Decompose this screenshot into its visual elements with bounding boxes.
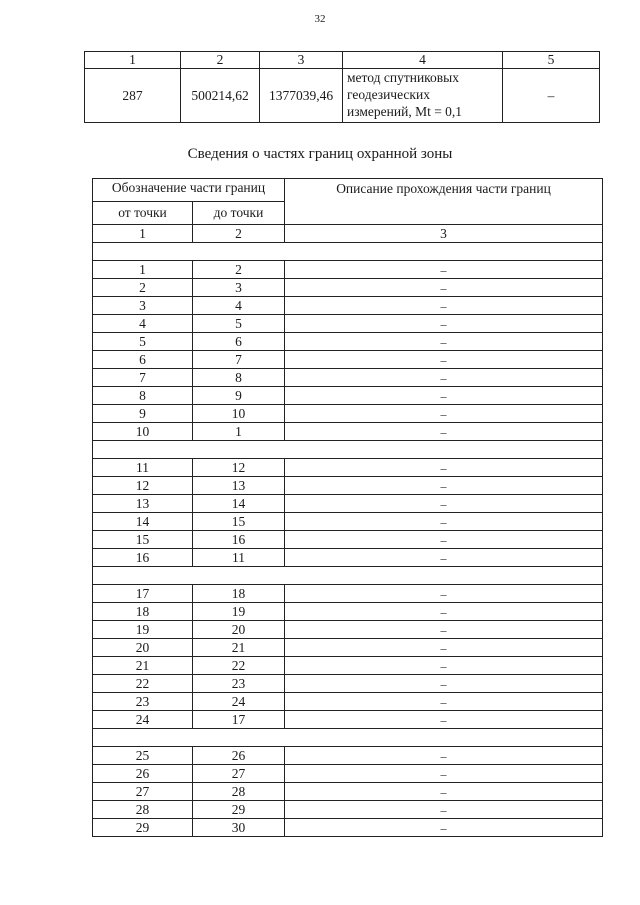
from-point-cell: 16 <box>93 549 193 567</box>
to-point-cell: 18 <box>193 585 285 603</box>
table-row <box>93 549 603 567</box>
from-point-cell: 25 <box>93 747 193 765</box>
header-cell: 1 <box>85 52 181 69</box>
table-row <box>93 387 603 405</box>
description-cell: – <box>285 513 603 531</box>
to-point-cell: 14 <box>193 495 285 513</box>
column-number: 3 <box>285 225 603 243</box>
table-row <box>93 405 603 423</box>
table-row <box>93 639 603 657</box>
to-point-cell: 23 <box>193 675 285 693</box>
table-row <box>93 459 603 477</box>
to-point-cell: 22 <box>193 657 285 675</box>
coordinates-data-row <box>85 69 600 123</box>
header-cell: 4 <box>343 52 503 69</box>
from-point-cell: 23 <box>93 693 193 711</box>
to-point-cell: 26 <box>193 747 285 765</box>
to-point-cell: 5 <box>193 315 285 333</box>
boundary-parts-table <box>92 178 603 837</box>
to-point-cell: 9 <box>193 387 285 405</box>
description-cell: – <box>285 819 603 837</box>
description-cell: – <box>285 693 603 711</box>
method-description <box>343 69 503 123</box>
header-cell: 2 <box>181 52 260 69</box>
description-cell: – <box>285 459 603 477</box>
from-point-cell: 11 <box>93 459 193 477</box>
from-point-cell: 26 <box>93 765 193 783</box>
to-point-cell: 15 <box>193 513 285 531</box>
description-cell: – <box>285 315 603 333</box>
description-cell: – <box>285 549 603 567</box>
description-cell: – <box>285 495 603 513</box>
description-cell: – <box>285 369 603 387</box>
header-description-cell: Описание прохождения части границ <box>285 179 603 225</box>
from-point-cell: 1 <box>93 261 193 279</box>
table-row <box>93 621 603 639</box>
from-point-cell: 7 <box>93 369 193 387</box>
to-point-cell: 2 <box>193 261 285 279</box>
description-cell: – <box>285 585 603 603</box>
from-point-cell: 2 <box>93 279 193 297</box>
table-row <box>93 261 603 279</box>
description-cell: – <box>285 477 603 495</box>
from-point-cell: 12 <box>93 477 193 495</box>
to-point-cell: 4 <box>193 297 285 315</box>
from-point-cell: 6 <box>93 351 193 369</box>
group-separator-cell <box>93 729 603 747</box>
description-cell: – <box>285 351 603 369</box>
header-from-point: от точки <box>93 202 193 225</box>
table-row <box>93 801 603 819</box>
to-point-cell: 12 <box>193 459 285 477</box>
description-cell: – <box>285 333 603 351</box>
to-point-cell: 13 <box>193 477 285 495</box>
from-point-cell: 5 <box>93 333 193 351</box>
method-line: геодезических <box>347 87 430 103</box>
description-cell: – <box>285 603 603 621</box>
table-row <box>93 369 603 387</box>
table-row <box>93 819 603 837</box>
section-title: Сведения о частях границ охранной зоны <box>187 146 453 162</box>
description-cell: – <box>285 747 603 765</box>
table-row <box>93 495 603 513</box>
table-row <box>93 657 603 675</box>
table-row <box>93 315 603 333</box>
table-row <box>93 693 603 711</box>
from-point-cell: 28 <box>93 801 193 819</box>
from-point-cell: 29 <box>93 819 193 837</box>
to-point-cell: 16 <box>193 531 285 549</box>
header-cell: 5 <box>503 52 600 69</box>
to-point-cell: 6 <box>193 333 285 351</box>
description-cell: – <box>285 657 603 675</box>
coordinates-header-row <box>85 52 600 69</box>
table-row <box>93 747 603 765</box>
group-separator-row <box>93 441 603 459</box>
table-row <box>93 279 603 297</box>
description-cell: – <box>285 711 603 729</box>
from-point-cell: 13 <box>93 495 193 513</box>
description-cell: – <box>285 531 603 549</box>
from-point-cell: 14 <box>93 513 193 531</box>
table-row <box>93 477 603 495</box>
description-cell: – <box>285 423 603 441</box>
to-point-cell: 11 <box>193 549 285 567</box>
group-separator-cell <box>93 243 603 261</box>
to-point-cell: 1 <box>193 423 285 441</box>
description-cell: – <box>285 279 603 297</box>
column-number-row <box>93 225 603 243</box>
from-point-cell: 10 <box>93 423 193 441</box>
from-point-cell: 18 <box>93 603 193 621</box>
from-point-cell: 21 <box>93 657 193 675</box>
method-line: измерений, Mt = 0,1 <box>347 103 463 119</box>
from-point-cell: 27 <box>93 783 193 801</box>
to-point-cell: 30 <box>193 819 285 837</box>
header-to-point: до точки <box>193 202 285 225</box>
from-point-cell: 20 <box>93 639 193 657</box>
from-point-cell: 24 <box>93 711 193 729</box>
description-cell: – <box>285 801 603 819</box>
coordinate-x: 500214,62 <box>181 69 260 123</box>
table-row <box>93 297 603 315</box>
group-separator-cell <box>93 441 603 459</box>
description-cell: – <box>285 261 603 279</box>
from-point-cell: 15 <box>93 531 193 549</box>
header-row-top <box>93 179 603 202</box>
group-separator-row <box>93 243 603 261</box>
description-cell: – <box>285 765 603 783</box>
table-row <box>93 765 603 783</box>
description-cell: – <box>285 675 603 693</box>
to-point-cell: 21 <box>193 639 285 657</box>
coordinate-y: 1377039,46 <box>260 69 343 123</box>
from-point-cell: 9 <box>93 405 193 423</box>
from-point-cell: 4 <box>93 315 193 333</box>
description-cell: – <box>285 297 603 315</box>
to-point-cell: 24 <box>193 693 285 711</box>
group-separator-row <box>93 567 603 585</box>
point-number: 287 <box>85 69 181 123</box>
table-row <box>93 585 603 603</box>
page-number: 32 <box>314 13 326 25</box>
table-row <box>93 423 603 441</box>
to-point-cell: 20 <box>193 621 285 639</box>
group-separator-cell <box>93 567 603 585</box>
table-row <box>93 513 603 531</box>
to-point-cell: 19 <box>193 603 285 621</box>
to-point-cell: 3 <box>193 279 285 297</box>
description-cell: – <box>285 405 603 423</box>
to-point-cell: 17 <box>193 711 285 729</box>
from-point-cell: 3 <box>93 297 193 315</box>
table-row <box>93 351 603 369</box>
to-point-cell: 7 <box>193 351 285 369</box>
method-line: метод спутниковых <box>347 70 459 86</box>
group-separator-row <box>93 729 603 747</box>
header-cell: 3 <box>260 52 343 69</box>
table-row <box>93 711 603 729</box>
column-number: 1 <box>93 225 193 243</box>
description-cell: – <box>285 621 603 639</box>
table-row <box>93 675 603 693</box>
description-cell: – <box>285 387 603 405</box>
note-cell: – <box>503 69 600 123</box>
to-point-cell: 10 <box>193 405 285 423</box>
description-cell: – <box>285 783 603 801</box>
to-point-cell: 8 <box>193 369 285 387</box>
from-point-cell: 8 <box>93 387 193 405</box>
from-point-cell: 17 <box>93 585 193 603</box>
coordinates-table <box>84 51 600 123</box>
table-row <box>93 603 603 621</box>
table-row <box>93 531 603 549</box>
to-point-cell: 28 <box>193 783 285 801</box>
column-number: 2 <box>193 225 285 243</box>
to-point-cell: 27 <box>193 765 285 783</box>
to-point-cell: 29 <box>193 801 285 819</box>
table-row <box>93 783 603 801</box>
from-point-cell: 19 <box>93 621 193 639</box>
header-group-cell: Обозначение части границ <box>93 179 285 202</box>
description-cell: – <box>285 639 603 657</box>
from-point-cell: 22 <box>93 675 193 693</box>
table-row <box>93 333 603 351</box>
